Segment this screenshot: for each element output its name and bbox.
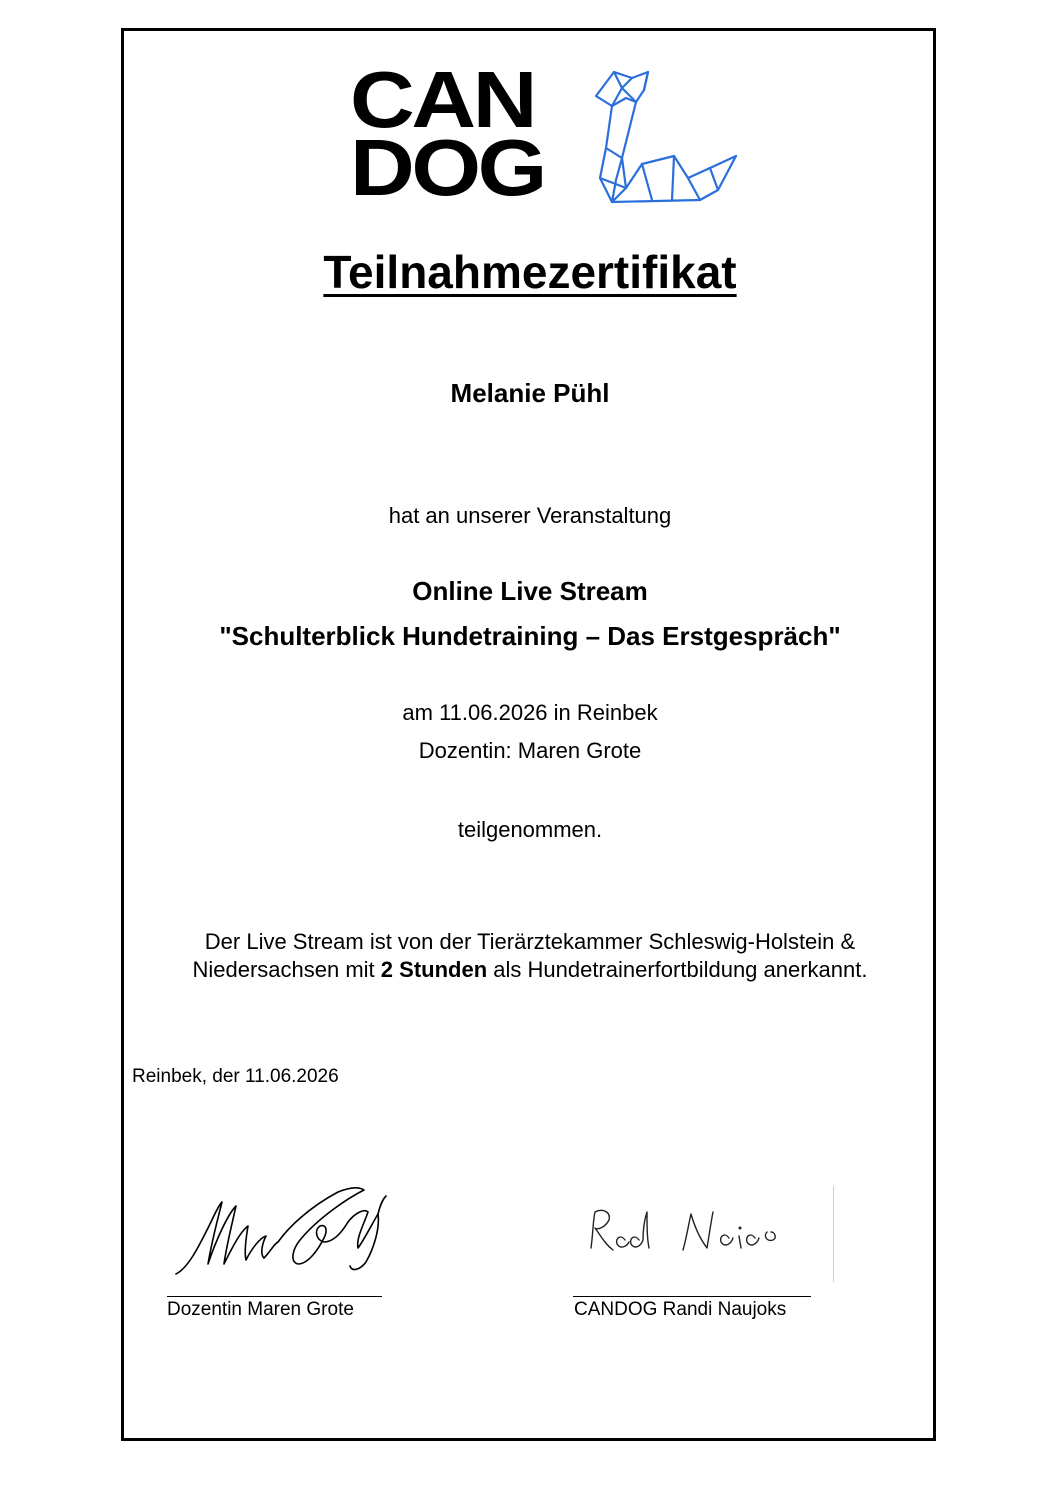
signature-label-candog: CANDOG Randi Naujoks [574, 1299, 787, 1320]
signature-maren-grote [168, 1178, 393, 1288]
event-type: Online Live Stream [412, 576, 648, 606]
date-location: am 11.06.2026 in Reinbek [402, 700, 658, 725]
recognition-prefix: Niedersachsen mit [192, 957, 381, 982]
lecturer: Dozentin: Maren Grote [418, 738, 642, 763]
intro-text: hat an unserer Veranstaltung [388, 503, 672, 528]
certificate-title: Teilnahmezertifikat [323, 246, 737, 298]
recognition-suffix: als Hundetrainerfortbildung anerkannt. [487, 957, 868, 982]
signature-line-right [573, 1296, 811, 1297]
logo-line-can: CAN [350, 55, 535, 144]
recognition-hours: 2 Stunden [380, 957, 488, 982]
signature-line-left [167, 1296, 382, 1297]
signature-randi-naujoks [583, 1198, 793, 1263]
dog-outline-icon [592, 68, 740, 208]
recognition-line-1: Der Live Stream ist von der Tierärztekammer Schleswig-Holstein & [204, 929, 856, 954]
participant-name: Melanie Pühl [450, 378, 610, 408]
place-date: Reinbek, der 11.06.2026 [132, 1066, 339, 1087]
logo-line-dog: DOG [350, 123, 545, 212]
signature-label-lecturer: Dozentin Maren Grote [167, 1299, 354, 1320]
logo-wordmark [350, 55, 545, 212]
scan-edge-line [833, 1186, 834, 1282]
event-title: "Schulterblick Hundetraining – Das Erstgespräch" [219, 621, 841, 651]
completion-text: teilgenommen. [457, 817, 603, 842]
recognition-line-2 [0, 957, 1060, 983]
candog-logo [350, 55, 740, 212]
